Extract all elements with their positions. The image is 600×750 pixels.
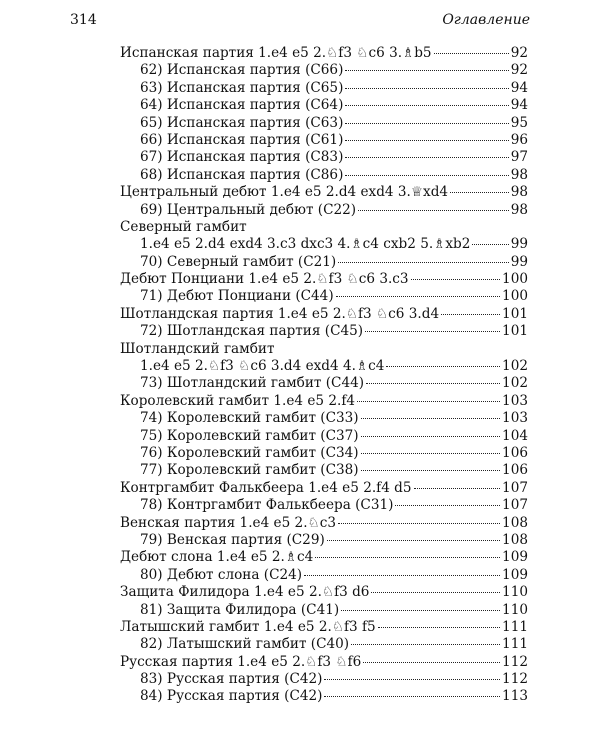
toc-entry-title: 71) Дебют Понциани (C44): [140, 288, 334, 305]
toc-page-number: 111: [502, 636, 528, 653]
dot-leader: [411, 279, 500, 280]
dot-leader: [345, 140, 508, 141]
dot-leader: [338, 262, 508, 263]
toc-subentry: [120, 167, 528, 184]
dot-leader: [371, 592, 500, 593]
toc-subentry: [120, 254, 528, 271]
toc-page-number: 110: [502, 601, 528, 618]
toc-page-number: 99: [510, 236, 528, 253]
toc-entry: [120, 584, 528, 601]
toc-entry: [120, 480, 528, 497]
toc-page-number: 102: [502, 375, 528, 392]
toc-page-number: 108: [502, 531, 528, 548]
toc-entry-title: 82) Латышский гамбит (C40): [140, 636, 350, 653]
toc-entry-title: 68) Испанская партия (C86): [140, 166, 344, 183]
page-number: 314: [70, 12, 97, 28]
toc-entry-title: 1.e4 e5 2.d4 exd4 3.c3 dxc3 4.♗c4 cxb2 5.♗xb2: [140, 236, 471, 253]
toc-entry-title: 1.e4 e5 2.♘f3 ♘c6 3.d4 exd4 4.♗c4: [140, 358, 385, 375]
toc-entry-title: 76) Королевский гамбит (C34): [140, 444, 359, 461]
toc-subentry: [120, 375, 528, 392]
toc-page-number: 103: [502, 392, 528, 409]
table-of-contents: [120, 45, 528, 706]
toc-page-number: 100: [502, 288, 528, 305]
toc-page-number: 101: [502, 305, 528, 322]
toc-entry: [120, 306, 528, 323]
toc-entry-title: Венская партия 1.e4 e5 2.♘c3: [120, 514, 336, 531]
toc-entry-title: 84) Русская партия (C42): [140, 688, 323, 705]
toc-entry-title: Дебют Понциани 1.e4 e5 2.♘f3 ♘c6 3.c3: [120, 271, 409, 288]
dot-leader: [361, 436, 500, 437]
dot-leader: [441, 314, 500, 315]
dot-leader: [472, 244, 508, 245]
toc-subentry: [120, 462, 528, 479]
dot-leader: [341, 610, 500, 611]
dot-leader: [345, 88, 508, 89]
toc-page-number: 109: [502, 566, 528, 583]
dot-leader: [450, 192, 509, 193]
dot-leader: [315, 557, 500, 558]
toc-subentry: [120, 97, 528, 114]
dot-leader: [357, 401, 500, 402]
toc-subentry: [120, 567, 528, 584]
toc-page-number: 103: [502, 410, 528, 427]
toc-page-number: 106: [502, 444, 528, 461]
toc-page-number: 97: [510, 149, 528, 166]
toc-page-number: 108: [502, 514, 528, 531]
toc-entry-title: Латышский гамбит 1.e4 e5 2.♘f3 f5: [120, 618, 376, 635]
toc-entry: [120, 654, 528, 671]
toc-page-number: 92: [510, 45, 528, 61]
toc-subentry: [120, 497, 528, 514]
toc-subentry: [120, 445, 528, 462]
toc-page-number: 107: [502, 479, 528, 496]
toc-heading: [120, 219, 528, 236]
toc-page-number: 96: [510, 131, 528, 148]
toc-page-number: 110: [502, 584, 528, 601]
dot-leader: [304, 575, 500, 576]
dot-leader: [358, 210, 509, 211]
toc-entry-title: Защита Филидора 1.e4 e5 2.♘f3 d6: [120, 584, 370, 601]
toc-entry: [120, 271, 528, 288]
toc-entry-title: 65) Испанская партия (C63): [140, 114, 344, 131]
toc-entry-title: 62) Испанская партия (C66): [140, 62, 344, 79]
toc-page-number: 112: [502, 671, 528, 688]
toc-subentry: [120, 115, 528, 132]
toc-entry-title: 81) Защита Филидора (C41): [140, 601, 340, 618]
toc-subentry: [120, 688, 528, 705]
dot-leader: [345, 175, 508, 176]
toc-entry-title: Контргамбит Фалькбеера 1.e4 e5 2.f4 d5: [120, 479, 412, 496]
toc-subentry: [120, 428, 528, 445]
toc-entry-title: 63) Испанская партия (C65): [140, 79, 344, 96]
toc-page-number: 98: [510, 201, 528, 218]
toc-page-number: 109: [502, 549, 528, 566]
dot-leader: [361, 418, 500, 419]
page-header: [70, 12, 530, 32]
dot-leader: [434, 53, 509, 54]
toc-subentry: [120, 671, 528, 688]
toc-entry-title: Дебют слона 1.e4 e5 2.♗c4: [120, 549, 314, 566]
toc-entry-title: 72) Шотландская партия (C45): [140, 323, 364, 340]
toc-entry-title: Испанская партия 1.e4 e5 2.♘f3 ♘c6 3.♗b5: [120, 45, 432, 61]
toc-subentry: [120, 132, 528, 149]
toc-subentry: [120, 288, 528, 305]
dot-leader: [324, 679, 500, 680]
toc-entry-title: 67) Испанская партия (C83): [140, 149, 344, 166]
toc-entry-title: Шотландская партия 1.e4 e5 2.♘f3 ♘c6 3.d4: [120, 305, 440, 322]
dot-leader: [345, 123, 508, 124]
dot-leader: [345, 157, 508, 158]
toc-page-number: 107: [502, 497, 528, 514]
dot-leader: [414, 488, 501, 489]
toc-entry-title: 70) Северный гамбит (C21): [140, 253, 337, 270]
toc-subentry: [120, 323, 528, 340]
dot-leader: [338, 523, 500, 524]
dot-leader: [345, 70, 508, 71]
toc-entry-title: 79) Венская партия (C29): [140, 531, 325, 548]
toc-entry-title: 66) Испанская партия (C61): [140, 131, 344, 148]
toc-subentry: [120, 149, 528, 166]
toc-entry-title: Русская партия 1.e4 e5 2.♘f3 ♘f6: [120, 653, 362, 670]
toc-page-number: 99: [510, 253, 528, 270]
toc-entry: [120, 619, 528, 636]
dot-leader: [361, 470, 500, 471]
toc-entry-title: Шотландский гамбит: [120, 340, 275, 357]
toc-subentry: [120, 410, 528, 427]
toc-entry: [120, 358, 528, 375]
toc-entry-title: 69) Центральный дебют (C22): [140, 201, 357, 218]
toc-page-number: 111: [502, 618, 528, 635]
dot-leader: [366, 383, 500, 384]
dot-leader: [386, 366, 500, 367]
toc-subentry: [120, 636, 528, 653]
toc-page-number: 98: [510, 166, 528, 183]
toc-entry-title: 64) Испанская партия (C64): [140, 97, 344, 114]
dot-leader: [378, 627, 500, 628]
dot-leader: [324, 696, 500, 697]
toc-entry: [120, 236, 528, 253]
toc-entry: [120, 393, 528, 410]
toc-subentry: [120, 202, 528, 219]
toc-entry: [120, 45, 528, 62]
toc-entry-title: 83) Русская партия (C42): [140, 671, 323, 688]
toc-entry: [120, 515, 528, 532]
toc-subentry: [120, 62, 528, 79]
dot-leader: [395, 505, 500, 506]
dot-leader: [365, 331, 500, 332]
toc-heading: [120, 341, 528, 358]
toc-page-number: 112: [502, 653, 528, 670]
toc-subentry: [120, 532, 528, 549]
toc-entry: [120, 184, 528, 201]
toc-entry-title: Северный гамбит: [120, 218, 247, 235]
toc-page-number: 95: [510, 114, 528, 131]
toc-entry-title: Центральный дебют 1.e4 e5 2.d4 exd4 3.♕xd4: [120, 184, 449, 201]
toc-page-number: 113: [502, 688, 528, 705]
toc-entry-title: Королевский гамбит 1.e4 e5 2.f4: [120, 392, 356, 409]
dot-leader: [345, 105, 508, 106]
toc-page-number: 102: [502, 358, 528, 375]
toc-page-number: 101: [502, 323, 528, 340]
dot-leader: [351, 644, 500, 645]
dot-leader: [336, 296, 500, 297]
toc-page-number: 94: [510, 97, 528, 114]
toc-page-number: 104: [502, 427, 528, 444]
toc-page-number: 94: [510, 79, 528, 96]
toc-entry-title: 74) Королевский гамбит (C33): [140, 410, 359, 427]
dot-leader: [363, 662, 500, 663]
dot-leader: [361, 453, 500, 454]
toc-page-number: 100: [502, 271, 528, 288]
toc-entry-title: 73) Шотландский гамбит (C44): [140, 375, 365, 392]
toc-subentry: [120, 602, 528, 619]
toc-entry-title: 78) Контргамбит Фалькбеера (C31): [140, 497, 394, 514]
toc-entry-title: 77) Королевский гамбит (C38): [140, 462, 359, 479]
toc-page-number: 98: [510, 184, 528, 201]
toc-entry: [120, 549, 528, 566]
dot-leader: [327, 540, 500, 541]
toc-subentry: [120, 80, 528, 97]
toc-page-number: 92: [510, 62, 528, 79]
running-title: Оглавление: [442, 12, 530, 28]
toc-entry-title: 80) Дебют слона (C24): [140, 566, 303, 583]
toc-entry-title: 75) Королевский гамбит (C37): [140, 427, 359, 444]
toc-page-number: 106: [502, 462, 528, 479]
